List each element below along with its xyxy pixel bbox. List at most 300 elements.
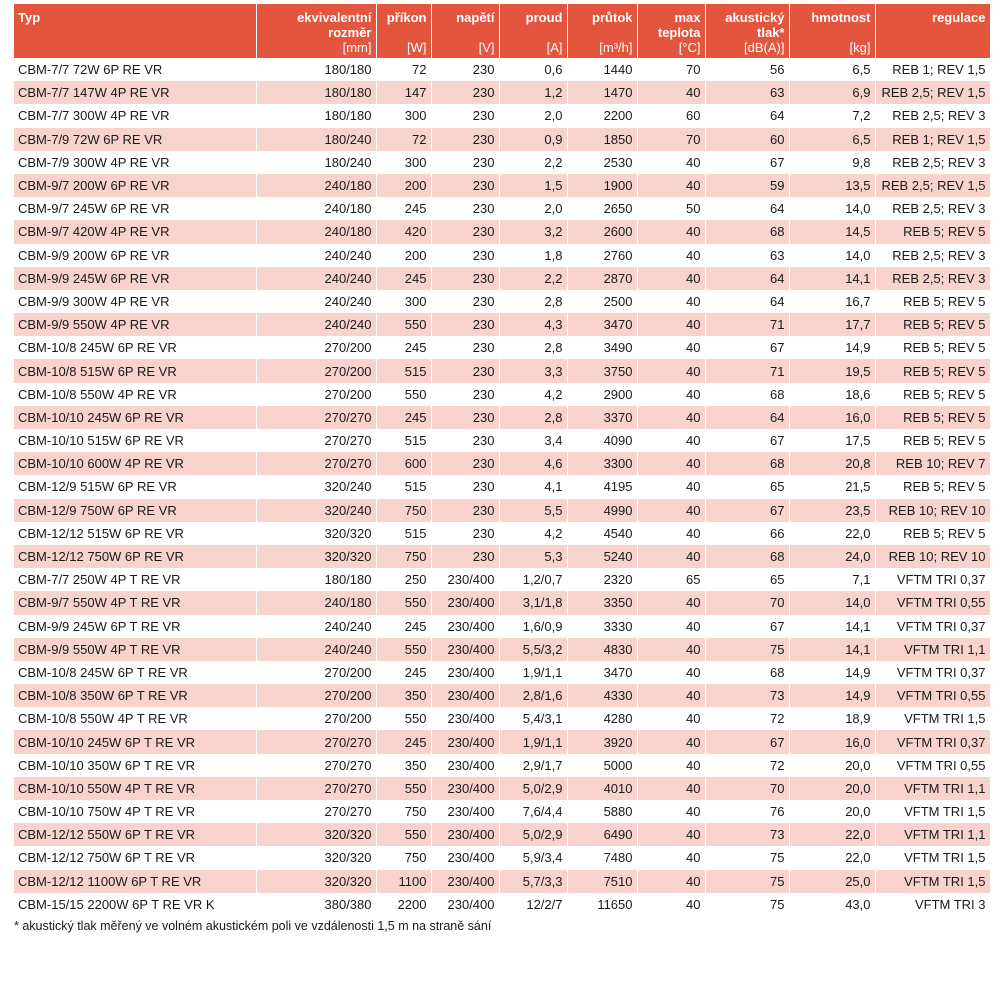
table-cell: 68 (705, 661, 789, 684)
model-name-cell: CBM-9/9 245W 6P T RE VR (14, 615, 256, 638)
table-cell: 14,1 (789, 615, 875, 638)
table-cell: 1,2 (499, 81, 567, 104)
column-unit (875, 40, 990, 58)
table-row (14, 359, 990, 382)
table-cell: 200 (376, 244, 431, 267)
table-cell: 230 (431, 499, 499, 522)
table-cell: 63 (705, 244, 789, 267)
table-cell: 40 (637, 452, 705, 475)
table-row (14, 499, 990, 522)
table-cell: 40 (637, 475, 705, 498)
table-row (14, 336, 990, 359)
table-cell: 147 (376, 81, 431, 104)
table-cell: 4010 (567, 777, 637, 800)
table-cell: 230/400 (431, 684, 499, 707)
table-cell: 200 (376, 174, 431, 197)
table-cell: REB 2,5; REV 3 (875, 104, 990, 127)
table-cell: 245 (376, 267, 431, 290)
table-cell: 250 (376, 568, 431, 591)
table-cell: 14,0 (789, 591, 875, 614)
table-cell: 2200 (567, 104, 637, 127)
table-cell: 16,0 (789, 730, 875, 753)
table-cell: 40 (637, 499, 705, 522)
table-cell: REB 2,5; REV 3 (875, 151, 990, 174)
table-cell: 4,1 (499, 475, 567, 498)
table-cell: 2,8 (499, 336, 567, 359)
table-cell: REB 2,5; REV 1,5 (875, 174, 990, 197)
table-cell: 0,9 (499, 128, 567, 151)
table-cell: 240/180 (256, 197, 376, 220)
table-cell: 66 (705, 522, 789, 545)
model-name-cell: CBM-10/8 245W 6P RE VR (14, 336, 256, 359)
table-cell: 64 (705, 290, 789, 313)
table-cell: REB 2,5; REV 1,5 (875, 81, 990, 104)
table-row (14, 128, 990, 151)
table-cell: 67 (705, 429, 789, 452)
table-row (14, 81, 990, 104)
model-name-cell: CBM-9/9 300W 4P RE VR (14, 290, 256, 313)
column-unit: [W] (376, 40, 431, 58)
table-cell: 71 (705, 313, 789, 336)
table-cell: 230 (431, 452, 499, 475)
table-cell: 320/320 (256, 846, 376, 869)
table-cell: 40 (637, 730, 705, 753)
table-cell: 40 (637, 800, 705, 823)
table-cell: 5880 (567, 800, 637, 823)
table-cell: 3330 (567, 615, 637, 638)
table-cell: 72 (376, 128, 431, 151)
table-cell: 270/270 (256, 452, 376, 475)
table-cell: 240/240 (256, 638, 376, 661)
table-cell: 270/270 (256, 429, 376, 452)
table-cell: 300 (376, 104, 431, 127)
table-cell: 2760 (567, 244, 637, 267)
model-name-cell: CBM-9/7 420W 4P RE VR (14, 220, 256, 243)
table-cell: 6,5 (789, 128, 875, 151)
table-cell: 65 (705, 568, 789, 591)
table-row (14, 707, 990, 730)
table-cell: VFTM TRI 3 (875, 893, 990, 916)
table-cell: 12/2/7 (499, 893, 567, 916)
table-cell: 180/240 (256, 151, 376, 174)
table-cell: 64 (705, 267, 789, 290)
model-name-cell: CBM-15/15 2200W 6P T RE VR K (14, 893, 256, 916)
table-cell: 270/200 (256, 684, 376, 707)
table-cell: 300 (376, 290, 431, 313)
table-cell: 245 (376, 615, 431, 638)
table-cell: 230/400 (431, 730, 499, 753)
table-row (14, 452, 990, 475)
table-cell: 230/400 (431, 800, 499, 823)
table-cell: 6,5 (789, 58, 875, 81)
table-cell: 4540 (567, 522, 637, 545)
table-cell: 270/200 (256, 707, 376, 730)
table-cell: 76 (705, 800, 789, 823)
table-cell: REB 5; REV 5 (875, 313, 990, 336)
table-cell: 4,2 (499, 522, 567, 545)
table-cell: 1,9/1,1 (499, 661, 567, 684)
table-cell: 40 (637, 81, 705, 104)
table-cell: 3920 (567, 730, 637, 753)
table-cell: 240/240 (256, 267, 376, 290)
model-name-cell: CBM-10/8 245W 6P T RE VR (14, 661, 256, 684)
table-cell: 230/400 (431, 615, 499, 638)
table-cell: 22,0 (789, 846, 875, 869)
model-name-cell: CBM-10/10 245W 6P T RE VR (14, 730, 256, 753)
table-cell: 1,2/0,7 (499, 568, 567, 591)
table-cell: 230 (431, 244, 499, 267)
table-cell: 270/270 (256, 730, 376, 753)
table-cell: 5,5 (499, 499, 567, 522)
table-cell: 3750 (567, 359, 637, 382)
table-cell: 270/270 (256, 800, 376, 823)
table-cell: 5,3 (499, 545, 567, 568)
table-cell: 11650 (567, 893, 637, 916)
table-row (14, 591, 990, 614)
table-cell: 240/180 (256, 220, 376, 243)
table-cell: 4990 (567, 499, 637, 522)
table-row (14, 313, 990, 336)
table-cell: 320/320 (256, 522, 376, 545)
model-name-cell: CBM-10/10 750W 4P T RE VR (14, 800, 256, 823)
model-name-cell: CBM-10/8 550W 4P T RE VR (14, 707, 256, 730)
table-cell: 6490 (567, 823, 637, 846)
table-cell: 64 (705, 406, 789, 429)
model-name-cell: CBM-10/10 350W 6P T RE VR (14, 754, 256, 777)
table-cell: 40 (637, 267, 705, 290)
model-name-cell: CBM-10/10 515W 6P RE VR (14, 429, 256, 452)
column-unit: [°C] (637, 40, 705, 58)
table-cell: 1,5 (499, 174, 567, 197)
table-cell: 2,9/1,7 (499, 754, 567, 777)
table-cell: 3470 (567, 313, 637, 336)
model-name-cell: CBM-7/9 300W 4P RE VR (14, 151, 256, 174)
model-name-cell: CBM-10/10 550W 4P T RE VR (14, 777, 256, 800)
table-row (14, 475, 990, 498)
table-row (14, 406, 990, 429)
table-cell: 230 (431, 545, 499, 568)
table-cell: 1440 (567, 58, 637, 81)
table-cell: 72 (705, 707, 789, 730)
table-cell: 2500 (567, 290, 637, 313)
table-cell: 40 (637, 591, 705, 614)
model-name-cell: CBM-12/9 750W 6P RE VR (14, 499, 256, 522)
table-cell: 40 (637, 290, 705, 313)
table-cell: 7,1 (789, 568, 875, 591)
table-cell: VFTM TRI 1,5 (875, 870, 990, 893)
table-cell: 3350 (567, 591, 637, 614)
table-row (14, 104, 990, 127)
table-cell: 19,5 (789, 359, 875, 382)
model-name-cell: CBM-12/12 750W 6P RE VR (14, 545, 256, 568)
table-cell: REB 5; REV 5 (875, 429, 990, 452)
model-name-cell: CBM-12/12 750W 6P T RE VR (14, 846, 256, 869)
table-cell: 43,0 (789, 893, 875, 916)
table-cell: 550 (376, 707, 431, 730)
table-row (14, 244, 990, 267)
table-cell: 40 (637, 707, 705, 730)
table-cell: 230 (431, 220, 499, 243)
table-cell: 67 (705, 336, 789, 359)
table-cell: 5000 (567, 754, 637, 777)
table-cell: 20,0 (789, 800, 875, 823)
table-cell: 245 (376, 730, 431, 753)
model-name-cell: CBM-9/7 245W 6P RE VR (14, 197, 256, 220)
table-cell: 3470 (567, 661, 637, 684)
table-cell: 75 (705, 893, 789, 916)
table-cell: 4830 (567, 638, 637, 661)
column-unit: [A] (499, 40, 567, 58)
table-cell: 75 (705, 638, 789, 661)
table-cell: 40 (637, 684, 705, 707)
column-unit: [kg] (789, 40, 875, 58)
table-cell: 4,6 (499, 452, 567, 475)
table-cell: 515 (376, 522, 431, 545)
table-cell: 230 (431, 383, 499, 406)
table-row (14, 522, 990, 545)
table-cell: 600 (376, 452, 431, 475)
table-cell: 230 (431, 336, 499, 359)
table-cell: VFTM TRI 0,55 (875, 591, 990, 614)
table-row (14, 638, 990, 661)
model-name-cell: CBM-7/7 147W 4P RE VR (14, 81, 256, 104)
table-cell: 320/240 (256, 475, 376, 498)
table-cell: 60 (705, 128, 789, 151)
table-cell: REB 5; REV 5 (875, 220, 990, 243)
table-cell: VFTM TRI 0,55 (875, 754, 990, 777)
column-unit: [dB(A)] (705, 40, 789, 58)
table-cell: 270/270 (256, 754, 376, 777)
table-cell: 230/400 (431, 591, 499, 614)
table-cell: 2,8 (499, 406, 567, 429)
header-title-row (14, 4, 990, 40)
table-cell: 5,9/3,4 (499, 846, 567, 869)
table-cell: 2,2 (499, 151, 567, 174)
table-cell: 2,8/1,6 (499, 684, 567, 707)
table-cell: 17,7 (789, 313, 875, 336)
footnote: * akustický tlak měřený ve volném akustickém poli ve vzdálenosti 1,5 m na straně sání (14, 918, 492, 933)
table-cell: 1900 (567, 174, 637, 197)
table-row (14, 151, 990, 174)
table-cell: 380/380 (256, 893, 376, 916)
model-name-cell: CBM-7/7 250W 4P T RE VR (14, 568, 256, 591)
table-cell: 4330 (567, 684, 637, 707)
table-cell: 67 (705, 615, 789, 638)
table-cell: 230 (431, 267, 499, 290)
table-cell: 13,5 (789, 174, 875, 197)
table-cell: 2530 (567, 151, 637, 174)
table-cell: REB 10; REV 7 (875, 452, 990, 475)
table-cell: 14,0 (789, 197, 875, 220)
table-cell: 270/200 (256, 336, 376, 359)
table-cell: 230 (431, 174, 499, 197)
table-cell: 3490 (567, 336, 637, 359)
table-cell: 230 (431, 197, 499, 220)
table-cell: 24,0 (789, 545, 875, 568)
table-cell: 180/180 (256, 81, 376, 104)
table-cell: 5,5/3,2 (499, 638, 567, 661)
table-cell: 230/400 (431, 846, 499, 869)
table-cell: 180/180 (256, 104, 376, 127)
model-name-cell: CBM-12/12 515W 6P RE VR (14, 522, 256, 545)
table-cell: VFTM TRI 1,1 (875, 823, 990, 846)
table-cell: 6,9 (789, 81, 875, 104)
table-cell: REB 1; REV 1,5 (875, 58, 990, 81)
table-cell: 71 (705, 359, 789, 382)
table-cell: 67 (705, 499, 789, 522)
table-cell: REB 10; REV 10 (875, 499, 990, 522)
table-cell: VFTM TRI 0,37 (875, 568, 990, 591)
table-cell: 515 (376, 475, 431, 498)
table-cell: VFTM TRI 1,5 (875, 800, 990, 823)
table-cell: 40 (637, 754, 705, 777)
model-name-cell: CBM-10/8 350W 6P T RE VR (14, 684, 256, 707)
table-cell: 70 (705, 777, 789, 800)
table-cell: 350 (376, 754, 431, 777)
table-cell: 40 (637, 777, 705, 800)
table-cell: 4,3 (499, 313, 567, 336)
table-cell: 1850 (567, 128, 637, 151)
table-cell: 3,2 (499, 220, 567, 243)
table-cell: REB 5; REV 5 (875, 522, 990, 545)
table-cell: 5240 (567, 545, 637, 568)
table-cell: VFTM TRI 1,5 (875, 707, 990, 730)
column-header: max teplota (637, 4, 705, 40)
table-cell: VFTM TRI 0,37 (875, 730, 990, 753)
table-cell: 550 (376, 777, 431, 800)
table-cell: 1,6/0,9 (499, 615, 567, 638)
table-cell: 5,0/2,9 (499, 823, 567, 846)
table-cell: 50 (637, 197, 705, 220)
model-name-cell: CBM-10/10 600W 4P RE VR (14, 452, 256, 475)
table-cell: 750 (376, 846, 431, 869)
table-cell: 7480 (567, 846, 637, 869)
table-cell: 2200 (376, 893, 431, 916)
table-cell: 320/240 (256, 499, 376, 522)
table-row (14, 823, 990, 846)
table-row (14, 197, 990, 220)
model-name-cell: CBM-12/12 550W 6P T RE VR (14, 823, 256, 846)
table-cell: 17,5 (789, 429, 875, 452)
table-cell: 230 (431, 429, 499, 452)
table-cell: 240/240 (256, 290, 376, 313)
fan-spec-table (14, 4, 991, 916)
column-header: ekvivalentní rozměr (256, 4, 376, 40)
table-row (14, 684, 990, 707)
table-cell: 230 (431, 313, 499, 336)
table-cell: REB 5; REV 5 (875, 290, 990, 313)
table-cell: 20,0 (789, 754, 875, 777)
table-cell: 515 (376, 429, 431, 452)
table-cell: 5,7/3,3 (499, 870, 567, 893)
table-cell: 320/320 (256, 870, 376, 893)
table-cell: VFTM TRI 1,1 (875, 638, 990, 661)
table-cell: VFTM TRI 1,1 (875, 777, 990, 800)
table-cell: 40 (637, 244, 705, 267)
table-cell: 240/180 (256, 174, 376, 197)
table-cell: 70 (637, 58, 705, 81)
table-row (14, 893, 990, 916)
table-cell: 14,9 (789, 661, 875, 684)
table-cell: 230/400 (431, 638, 499, 661)
table-cell: 64 (705, 197, 789, 220)
table-cell: 40 (637, 406, 705, 429)
table-row (14, 568, 990, 591)
table-cell: 2870 (567, 267, 637, 290)
table-cell: 2,0 (499, 104, 567, 127)
column-header: proud (499, 4, 567, 40)
table-cell: 75 (705, 870, 789, 893)
table-cell: 40 (637, 429, 705, 452)
table-cell: 40 (637, 661, 705, 684)
table-cell: 750 (376, 545, 431, 568)
table-cell: 5,4/3,1 (499, 707, 567, 730)
table-cell: 7,6/4,4 (499, 800, 567, 823)
column-header: napětí (431, 4, 499, 40)
table-cell: 20,8 (789, 452, 875, 475)
table-cell: 22,0 (789, 823, 875, 846)
column-unit: [m³/h] (567, 40, 637, 58)
table-cell: 230/400 (431, 777, 499, 800)
table-cell: 56 (705, 58, 789, 81)
table-row (14, 545, 990, 568)
column-header: příkon (376, 4, 431, 40)
table-cell: 230/400 (431, 870, 499, 893)
spec-table-container (14, 4, 990, 933)
table-cell: 230 (431, 128, 499, 151)
table-cell: 65 (705, 475, 789, 498)
table-cell: 21,5 (789, 475, 875, 498)
table-cell: 230 (431, 359, 499, 382)
table-cell: 550 (376, 638, 431, 661)
table-cell: 7510 (567, 870, 637, 893)
table-cell: 4195 (567, 475, 637, 498)
table-cell: 18,6 (789, 383, 875, 406)
table-cell: 230 (431, 58, 499, 81)
table-cell: REB 2,5; REV 3 (875, 267, 990, 290)
table-cell: 550 (376, 823, 431, 846)
column-unit: [mm] (256, 40, 376, 58)
table-cell: 2,0 (499, 197, 567, 220)
table-row (14, 870, 990, 893)
header-unit-row (14, 40, 990, 58)
model-name-cell: CBM-12/12 1100W 6P T RE VR (14, 870, 256, 893)
table-cell: 230 (431, 151, 499, 174)
table-cell: 240/240 (256, 313, 376, 336)
model-name-cell: CBM-9/9 550W 4P RE VR (14, 313, 256, 336)
table-cell: 3300 (567, 452, 637, 475)
table-cell: 14,1 (789, 638, 875, 661)
table-body (14, 58, 990, 916)
model-name-cell: CBM-12/9 515W 6P RE VR (14, 475, 256, 498)
table-row (14, 267, 990, 290)
model-name-cell: CBM-9/9 550W 4P T RE VR (14, 638, 256, 661)
table-cell: 420 (376, 220, 431, 243)
table-cell: 3,4 (499, 429, 567, 452)
table-row (14, 730, 990, 753)
table-cell: 40 (637, 313, 705, 336)
table-cell: 750 (376, 800, 431, 823)
table-cell: 67 (705, 151, 789, 174)
table-cell: VFTM TRI 0,55 (875, 684, 990, 707)
column-unit: [V] (431, 40, 499, 58)
model-name-cell: CBM-9/7 200W 6P RE VR (14, 174, 256, 197)
table-cell: 40 (637, 870, 705, 893)
table-cell: 70 (705, 591, 789, 614)
table-cell: 23,5 (789, 499, 875, 522)
table-cell: 240/240 (256, 244, 376, 267)
table-cell: 68 (705, 220, 789, 243)
